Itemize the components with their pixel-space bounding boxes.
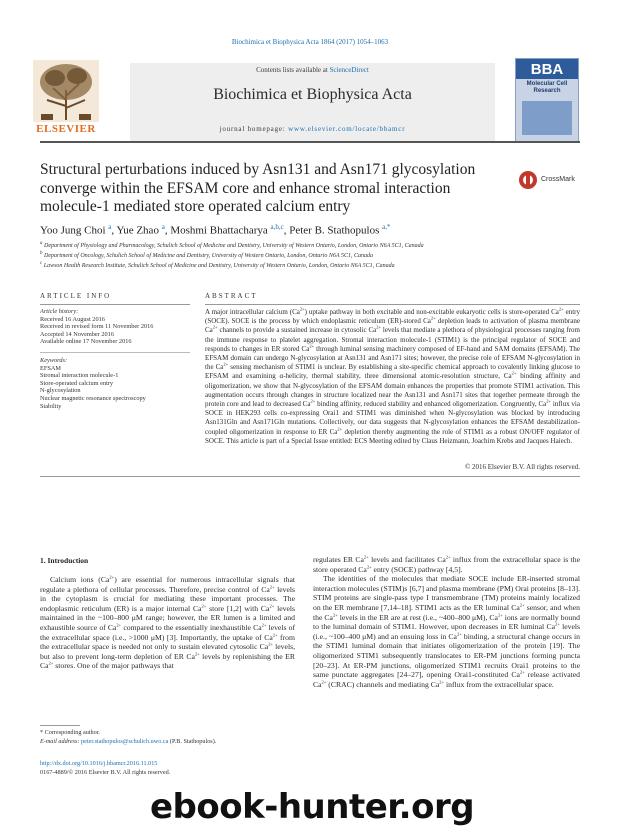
- history-item: Received in revised form 11 November 2016: [40, 323, 154, 331]
- cover-subtitle-line-2: Research: [533, 88, 561, 94]
- doi-link[interactable]: http://dx.doi.org/10.1016/j.bbamcr.2016.11.015: [40, 760, 158, 767]
- crossmark-label: CrossMark: [541, 176, 575, 183]
- keyword-item: Stromal interaction molecule-1: [40, 372, 119, 380]
- abstract-text: A major intracellular calcium $(Ca^{2+})$ uptake pathway in both excitable and non-excitable eukaryotic cells is store-operated $Ca^{2+}$ entry (SOCE). SOCE is the process by which endoplasmic reticulum (ER)-stored $Ca^{2+}$ depletion leads to activation of plasma membrane $Ca^{2+}$ channels to provide a sustained increase in cytosolic $Ca^{2+}$ levels that mediate a plethora of physiological processes ranging from the immune response to platelet aggregation. Stromal interaction molecule-1 (STIM1) is the principal regulator of SOCE and responds to changes in ER stored $Ca^{2+}$ through luminal sensing machinery composed of EF-hand and SAM domains (EFSAM). The EFSAM domain can undergo N-glycosylation at Asn131 and Asn171 sites; however, the precise role of EFSAM N-glycosylation in the $Ca^{2+}$ sensing mechanism of STIM1 is unclear. By establishing a site-specific chemical approach to covalently linking glucose to EFSAM and examining α-helicity, thermal stability, three dimensional atomic-resolution structure, $Ca^{2+}$ binding affinity and oligomerization, we show that N-glycosylation of the EFSAM domain enhances the properties that promote STIM1 activation. This augmentation occurs through changes in structure localized near the Asn131 and Asn171 sites that together permeate through the protein core and lead to decreased $Ca^{2+}$ binding affinity, reduced stability and enhanced oligomerization. Congruently, $Ca^{2+}$ influx via SOCE in HEK293 cells co-expressing Orai1 and STIM1 was diminished when N-glycosylation was blocked by introducing Asn131Gln and Asn171Gln mutations. Collectively, our data suggests that N-glycosylation enhances the EFSAM destabilization-coupled oligomerization in response to ER $Ca^{2+}$ depletion thereby augmenting the role of STIM1 as a robust ON/OFF regulator of SOCE. This article is part of a Special Issue entitled: ECS Meeting edited by Claus Heizmann, Joachim Krebs and Jacques Haiech.: [205, 306, 580, 445]
- email-link[interactable]: peter.stathopulos@schulich.uwo.ca: [81, 738, 169, 745]
- keyword-item: EFSAM: [40, 364, 61, 372]
- email-note: [40, 738, 295, 745]
- keyword-item: Stability: [40, 402, 62, 410]
- keyword-item: Store-operated calcium entry: [40, 379, 114, 387]
- elsevier-wordmark: ELSEVIER: [36, 123, 96, 135]
- abstract-rule: [205, 304, 580, 305]
- contents-prefix: Contents lists available at: [256, 66, 330, 74]
- author-list: Yoo Jung Choi $^a$, Yue Zhao $^a$, Moshmi Bhattacharya $^{a,b,c}$, Peter B. Stathopulos $^{a,*}$: [40, 223, 391, 237]
- journal-reference[interactable]: Biochimica et Biophysica Acta 1864 (2017) 1054–1063: [231, 38, 389, 46]
- abstract-bottom-rule: [40, 476, 580, 477]
- history-item: Received 16 August 2016: [40, 315, 105, 323]
- email-label: E-mail address:: [40, 738, 82, 745]
- cover-subtitle-line-1: Molecular Cell: [526, 81, 568, 87]
- footnote-rule: [40, 725, 80, 726]
- author-affil-mark: a,b,c: [270, 223, 284, 231]
- crossmark-badge[interactable]: [518, 168, 582, 194]
- abstract-heading: ABSTRACT: [205, 292, 258, 300]
- affiliation-c: [40, 261, 580, 269]
- homepage-line: [130, 125, 495, 133]
- author-affil-mark: a: [161, 223, 165, 231]
- intro-paragraph: regulates ER $Ca^{2+}$ levels and facilitates $Ca^{2+}$ influx from the extracellular space is the store operated $Ca^{2+}$ entry (SOCE) pathway [4,5].: [313, 554, 580, 574]
- author-name[interactable]: Moshmi Bhattacharya: [170, 224, 268, 237]
- intro-paragraph: The identities of the molecules that mediate SOCE include ER-inserted stromal interaction molecules (STIM)s [6,7] and plasma membrane (PM) Orai proteins [8–13]. STIM proteins are single-pass type I transmembrane (TM) proteins mainly localized on the ER membrane [7,14–18]. STIM1 acts as the ER luminal $Ca^{2+}$ sensor, and when the $Ca^{2+}$ levels in the ER are at rest (i.e., ~400–800 μM), $Ca^{2+}$ ions are normally bound to the luminal domain of STIM1. However, upon decreases in ER luminal $Ca^{2+}$ levels (i.e., ~100–400 μM) and an ensuing loss in $Ca^{2+}$ binding, a structural change occurs in the STIM1 luminal domain that initiates oligomerization of the protein [19]. The oligomerized STIM1 subsequently translocates to ER-PM junctions forming puncta [20–23]. At ER-PM junctions, oligomerized STIM1 recruits Orai1 proteins to the same punctate aggregates [24–27], opening Orai1-constituted $Ca^{2+}$ release activated $Ca^{2+}$ (CRAC) channels and mediating $Ca^{2+}$ influx from the extracellular space.: [313, 574, 581, 689]
- affiliation-mark: a: [40, 241, 43, 246]
- crossmark-icon: [518, 170, 538, 190]
- homepage-link[interactable]: www.elsevier.com/locate/bbamcr: [288, 125, 406, 133]
- contents-line: [130, 66, 495, 74]
- affiliation-mark: b: [40, 251, 43, 256]
- keywords-list: [40, 357, 190, 410]
- affiliation-mark: c: [40, 261, 43, 266]
- affiliation-b: [40, 251, 580, 259]
- intro-column-2: [313, 555, 580, 689]
- keyword-item: Nuclear magnetic resonance spectroscopy: [40, 394, 146, 402]
- section-heading-introduction: 1. Introduction: [40, 556, 89, 565]
- affiliation-text: Department of Physiology and Pharmacology, Schulich School of Medicine and Dentistry, University of Western Ontario, London, Ontario N6A 5C1, Canada: [44, 243, 424, 249]
- cover-title: BBA: [530, 61, 564, 78]
- author-affil-mark: a,*: [382, 223, 391, 231]
- author-name[interactable]: Yoo Jung Choi: [40, 224, 106, 237]
- keyword-item: N-glycosylation: [40, 387, 81, 395]
- issn-line: 0167-4889/© 2016 Elsevier B.V. All rights reserved.: [40, 769, 171, 776]
- keywords-label: Keywords:: [40, 357, 68, 364]
- intro-column-1: Calcium ions $(Ca^{2+})$ are essential for numerous intracellular signals that regulate a plethora of cellular processes. Therefore, precise control of $Ca^{2+}$ levels in the cytoplasm is crucial for mediating these important processes. The endoplasmic reticulum (ER) is a major internal $Ca^{2+}$ store [1,2] with $Ca^{2+}$ levels maintained in the ~100–800 μM range; however, the ER lumen is a limited and exhaustible source of $Ca^{2+}$ compared to the essentially inexhaustible $Ca^{2+}$ levels of the extracellular space (i.e., >1000 μM) [3]. Importantly, the uptake of $Ca^{2+}$ from the extracellular space is needed not only to sustain elevated cytosolic $Ca^{2+}$ levels, but also to prevent long-term depletion of ER $Ca^{2+}$ levels by replenishing the ER $Ca^{2+}$ stores. One of the major pathways that: [40, 574, 296, 671]
- history-item: Accepted 14 November 2016: [40, 330, 114, 338]
- author-affil-mark: a: [108, 223, 112, 231]
- article-info-rule: [40, 304, 190, 305]
- article-info-heading: ARTICLE INFO: [40, 292, 112, 300]
- affiliation-a: [40, 241, 580, 249]
- sciencedirect-link[interactable]: ScienceDirect: [329, 66, 369, 74]
- history-label: Article history:: [40, 308, 79, 315]
- journal-cover-image: [515, 58, 579, 142]
- paper-title: Structural perturbations induced by Asn131 and Asn171 glycosylation converge within the EFSAM core and enhance stromal interaction molecule-1 mediated store operated calcium entry: [40, 161, 476, 215]
- keywords-rule: [40, 352, 190, 353]
- article-history: [40, 308, 190, 346]
- affiliation-text: Department of Oncology, Schulich School of Medicine and Dentistry, University of Western Ontario, London, Ontario N6A 5C1, Canada: [44, 253, 373, 259]
- cover-subtitle: [516, 81, 578, 95]
- history-item: Available online 17 November 2016: [40, 338, 132, 346]
- affiliation-text: Lawson Health Research Institute, Schulich School of Medicine and Dentistry, University of Western Ontario, London, Ontario N6A 5C1, Canada: [43, 263, 395, 269]
- watermark-text: ebook-hunter.org: [150, 787, 475, 827]
- journal-title: Biochimica et Biophysica Acta: [213, 86, 412, 103]
- author-name[interactable]: Yue Zhao: [116, 224, 159, 237]
- corresponding-author-note: * Corresponding author.: [40, 729, 100, 736]
- header-rule: [40, 141, 580, 143]
- email-suffix: (P.B. Stathopulos).: [168, 738, 217, 745]
- abstract-copyright: © 2016 Elsevier B.V. All rights reserved.: [464, 463, 580, 471]
- cover-artwork: [522, 101, 572, 135]
- author-name[interactable]: Peter B. Stathopulos: [289, 224, 380, 237]
- homepage-prefix: journal homepage:: [219, 125, 289, 133]
